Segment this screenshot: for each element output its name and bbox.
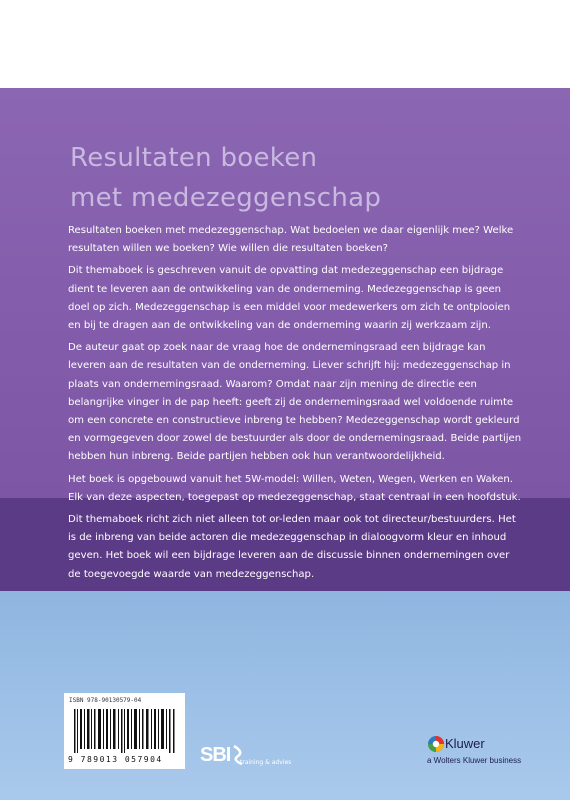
kluwer-name: Kluwer: [445, 736, 485, 751]
title-line-2: met medezeggenschap: [70, 183, 382, 213]
isbn-label: ISBN 978-90130579-04: [69, 697, 142, 704]
back-cover-text: [68, 222, 524, 588]
barcode-icon: [74, 709, 176, 753]
isbn-barcode-box: [64, 693, 185, 769]
paragraph-model: Het boek is opgebouwd vanuit het 5W-model: Willen, Weten, Wegen, Werken en Waken. Elk van deze aspecten, toegepast op medezeggenschap, staat centraal in een hoofdstuk.: [68, 473, 521, 503]
title-line-1: Resultaten boeken: [70, 143, 318, 173]
paragraph-author: De auteur gaat op zoek naar de vraag hoe de ondernemingsraad een bijdrage kan leveren aan de resultaten van de onderneming. Liever schrijft hij: medezeggenschap in plaats van ondernemingsraad. Waarom? Omdat naar zijn mening de directie een belangrijke vinger in de pap heeft: geeft zij de ondernemingsraad wel voldoende ruimte om een concrete en constructieve inbreng te hebben? Medezeggenschap wordt gekleurd en vormgegeven door zowel de bestuurder als door de ondernemingsraad. Beide partijen hebben hun inbreng. Beide partijen hebben ook hun verantwoordelijkheid.: [68, 342, 522, 463]
barcode-digits: 9 789013 057904: [68, 755, 163, 764]
top-margin: [0, 0, 570, 88]
paragraph-purpose: Dit themaboek is geschreven vanuit de opvatting dat medezeggenschap een bijdrage dient te leveren aan de ontwikkeling van de onderneming. Medezeggenschap is geen doel op zich. Medezeggenschap is een middel voor medewerkers om zich te ontplooien en bij te dragen aan de ontwikkeling van de onderneming waarin zij werkzaam zijn.: [68, 265, 511, 332]
kluwer-globe-icon: [427, 735, 445, 753]
paragraph-audience: Dit themaboek richt zich niet alleen tot or-leden maar ook tot directeur/bestuurders. Het is de inbreng van beide actoren die medezeggenschap in dialoogvorm kleur en inhoud geven. Het boek wil een bijdrage leveren aan de discussie binnen ondernemingen over de toegevoegde waarde van medezeggenschap.: [68, 514, 516, 580]
sbi-logo-letters: SBI: [200, 744, 231, 766]
sbi-tagline: training & advies: [240, 759, 292, 766]
kluwer-subtitle: a Wolters Kluwer business: [427, 756, 522, 765]
book-title: [70, 138, 381, 218]
kluwer-logo: [417, 729, 547, 771]
paragraph-intro: Resultaten boeken met medezeggenschap. Wat bedoelen we daar eigenlijk mee? Welke resultaten willen we boeken? Wie willen die resultaten boeken?: [68, 225, 514, 255]
